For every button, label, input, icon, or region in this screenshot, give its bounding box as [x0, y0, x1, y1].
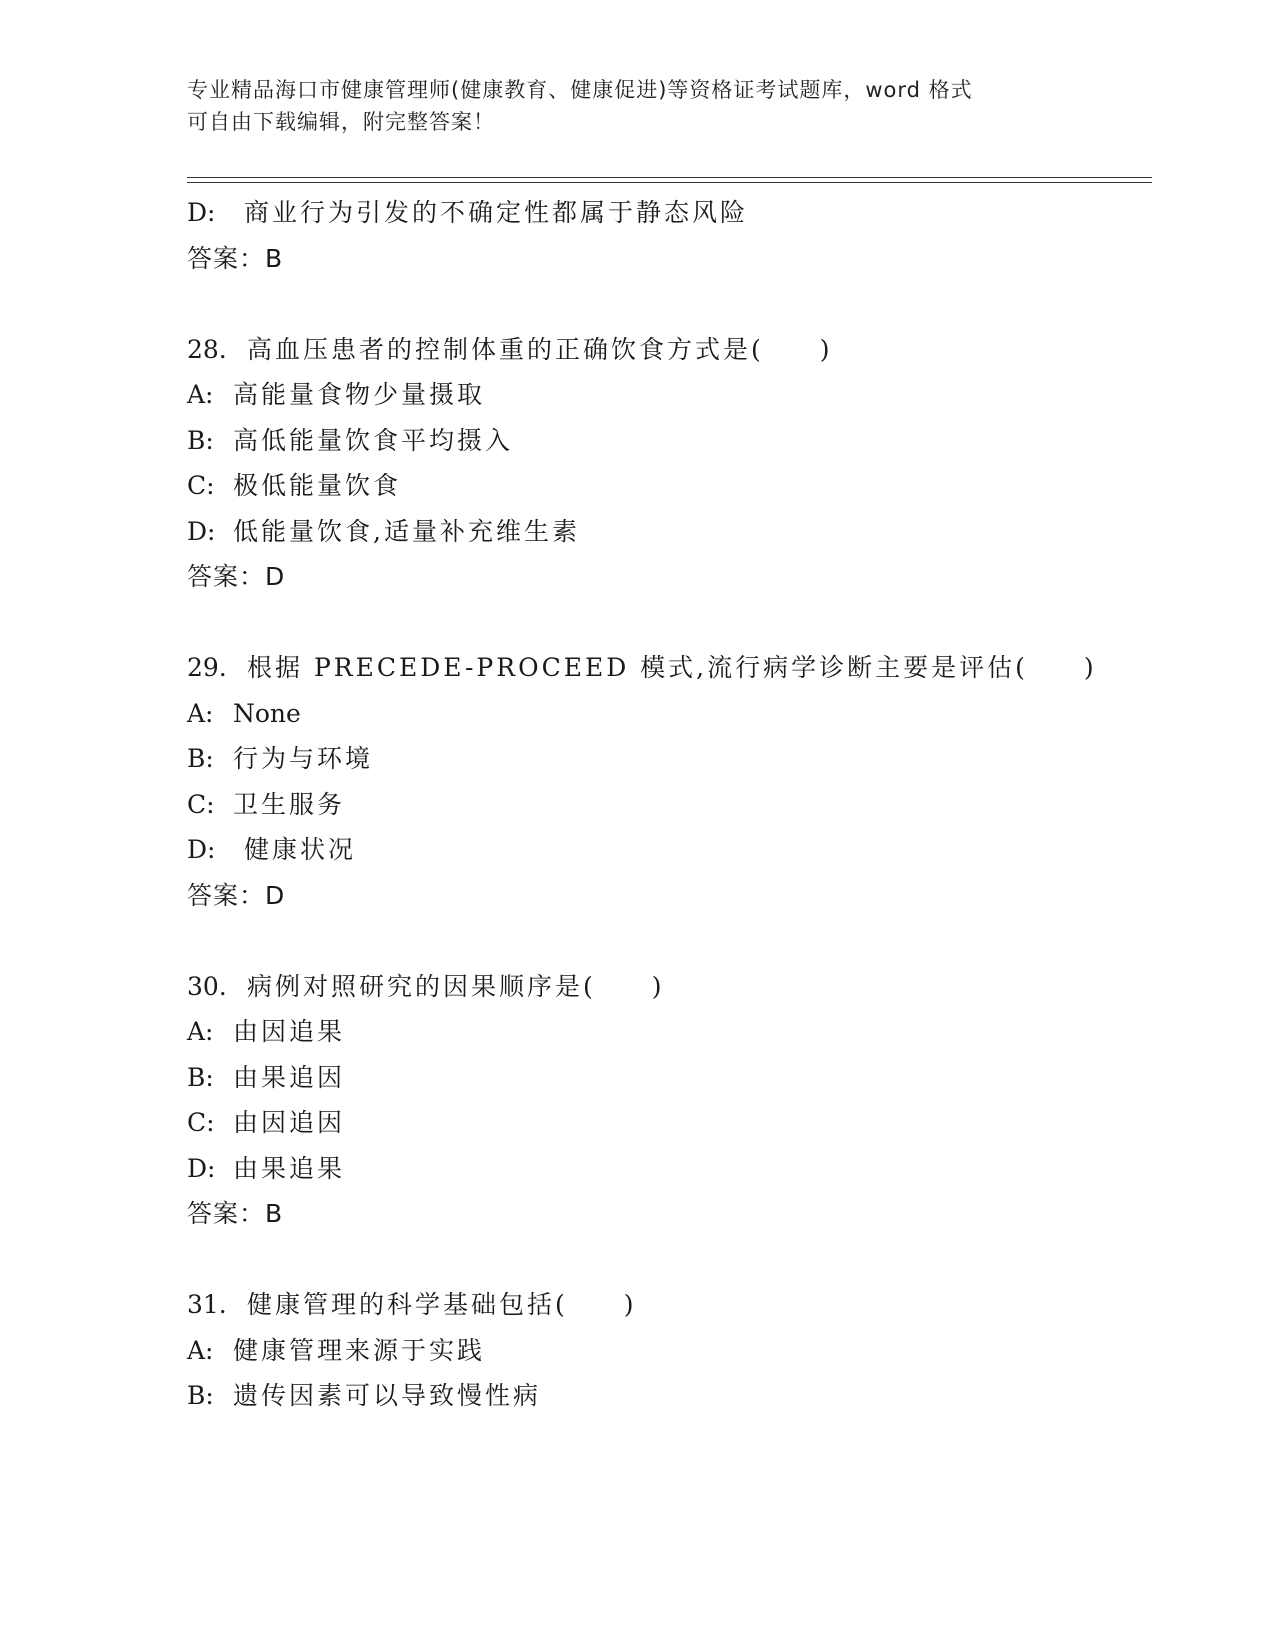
option-letter: B: — [187, 425, 214, 455]
question-text: 健康管理的科学基础包括( ) — [247, 1290, 637, 1319]
option-letter: D: — [187, 198, 216, 227]
option-letter: D: — [187, 516, 216, 546]
option-text: 商业行为引发的不确定性都属于静态风险 — [233, 198, 748, 227]
option-letter: C: — [187, 789, 215, 819]
header-title-line-2: 可自由下载编辑，附完整答案！ — [187, 110, 495, 134]
option-row — [187, 1373, 1147, 1419]
option-text: 高能量食物少量摄取 — [233, 380, 486, 409]
option-text: 高低能量饮食平均摄入 — [233, 425, 514, 455]
option-letter: C: — [187, 471, 215, 500]
option-text: 健康管理来源于实践 — [233, 1335, 486, 1365]
question-number: 31. — [187, 1290, 227, 1319]
option-letter: C: — [187, 1108, 215, 1137]
option-text: 卫生服务 — [233, 789, 346, 819]
option-letter: A: — [187, 1017, 214, 1046]
option-row — [187, 190, 1147, 236]
option-letter: D: — [187, 835, 216, 864]
option-row — [187, 691, 1147, 737]
option-letter: B: — [187, 744, 214, 773]
option-text: 由因追因 — [233, 1108, 346, 1137]
question-stem — [187, 964, 1147, 1010]
option-row — [187, 1100, 1147, 1146]
option-row — [187, 1009, 1147, 1055]
option-row — [187, 1055, 1147, 1101]
answer-line: 答案：D — [187, 562, 286, 591]
option-letter: A: — [187, 380, 214, 409]
option-row — [187, 509, 1147, 555]
question-number: 28. — [187, 334, 227, 364]
option-row — [187, 736, 1147, 782]
question-stem — [187, 645, 1147, 691]
option-row — [187, 418, 1147, 464]
answer-line: 答案：D — [187, 880, 286, 910]
question-stem — [187, 1282, 1147, 1328]
question-number: 29. — [187, 653, 227, 682]
answer-line: 答案：B — [187, 243, 284, 273]
option-row — [187, 1328, 1147, 1374]
option-text: 行为与环境 — [233, 744, 374, 773]
option-row — [187, 1146, 1147, 1192]
answer-line: 答案：B — [187, 1199, 284, 1228]
question-list — [187, 190, 1147, 1419]
option-letter: A: — [187, 698, 214, 728]
option-text: 极低能量饮食 — [233, 471, 402, 500]
option-letter: B: — [187, 1062, 214, 1092]
option-text: 低能量饮食,适量补充维生素 — [233, 516, 580, 546]
question-text: 病例对照研究的因果顺序是( ) — [247, 971, 665, 1001]
question-text: 高血压患者的控制体重的正确饮食方式是( ) — [247, 334, 833, 364]
header-divider-bottom — [187, 182, 1152, 183]
option-row — [187, 372, 1147, 418]
question-number: 30. — [187, 971, 227, 1001]
option-row — [187, 827, 1147, 873]
question-text: 根据 PRECEDE-PROCEED 模式,流行病学诊断主要是评估( ) — [247, 653, 1097, 682]
option-letter: A: — [187, 1335, 214, 1365]
option-letter: B: — [187, 1381, 214, 1410]
option-text: 健康状况 — [233, 835, 356, 864]
option-letter: D: — [187, 1153, 216, 1183]
option-text: 由果追因 — [233, 1062, 346, 1092]
option-text: None — [233, 698, 301, 728]
header-divider-top — [187, 177, 1152, 178]
document-header — [187, 74, 1087, 138]
option-text: 遗传因素可以导致慢性病 — [233, 1381, 542, 1410]
option-row — [187, 782, 1147, 828]
option-row — [187, 463, 1147, 509]
option-text: 由因追果 — [233, 1017, 346, 1046]
question-stem — [187, 327, 1147, 373]
option-text: 由果追果 — [233, 1153, 346, 1183]
header-title-line-1: 专业精品海口市健康管理师(健康教育、健康促进)等资格证考试题库，word 格式 — [187, 78, 973, 102]
